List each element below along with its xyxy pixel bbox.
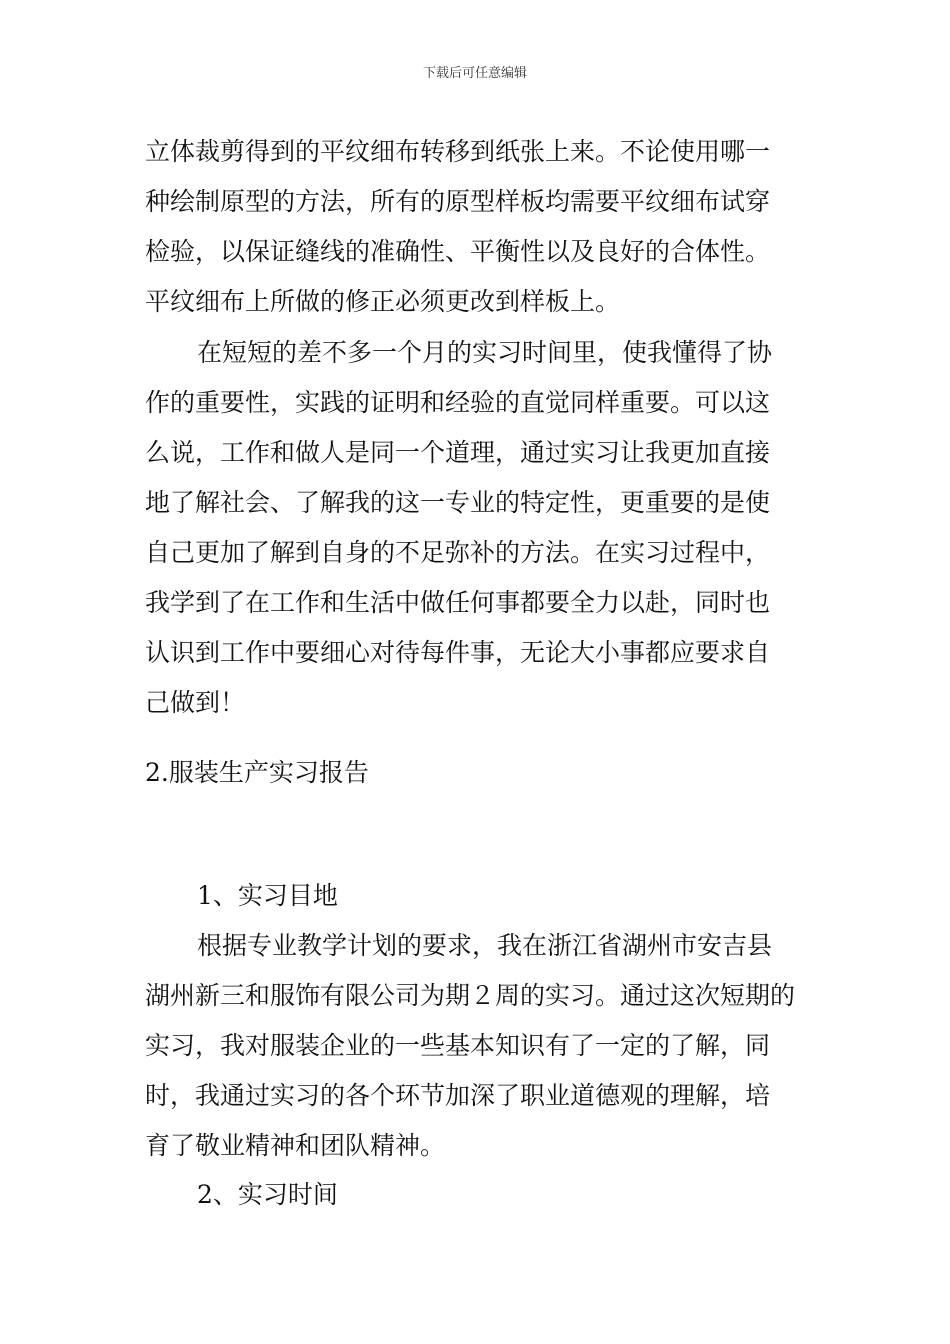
text-line: 平纹细布上所做的修正必须更改到样板上。 bbox=[145, 287, 621, 316]
text-line: 时，我通过实习的各个环节加深了职业道德观的理解，培 bbox=[145, 1081, 771, 1110]
text-line: 作的重要性，实践的证明和经验的直觉同样重要。可以这 bbox=[145, 388, 771, 417]
text-line: 认识到工作中要细心对待每件事，无论大小事都应要求自 bbox=[145, 638, 771, 667]
text-line: 检验，以保证缝线的准确性、平衡性以及良好的合体性。 bbox=[145, 237, 771, 266]
subsection-time bbox=[145, 1170, 810, 1220]
text-line: 么说，工作和做人是同一个道理，通过实习让我更加直接 bbox=[145, 438, 771, 467]
paragraph-internship-reflection bbox=[145, 328, 810, 728]
text-line: 种绘制原型的方法，所有的原型样板均需要平纹细布试穿 bbox=[145, 187, 771, 216]
text-line: 实习，我对服装企业的一些基本知识有了一定的了解，同 bbox=[145, 1031, 771, 1060]
text-line: 根据专业教学计划的要求，我在浙江省湖州市安吉县 bbox=[197, 931, 773, 960]
text-line: 己做到！ bbox=[145, 688, 246, 717]
paragraph-original-pattern bbox=[145, 127, 810, 327]
text-line: 立体裁剪得到的平纹细布转移到纸张上来。不论使用哪一 bbox=[145, 137, 771, 166]
text-line: 在短短的差不多一个月的实习时间里，使我懂得了协 bbox=[197, 338, 773, 367]
subsection-heading: 1、实习目地 bbox=[197, 881, 338, 910]
text-line: 湖州新三和服饰有限公司为期２周的实习。通过这次短期的 bbox=[145, 981, 796, 1010]
subsection-heading: 2、实习时间 bbox=[197, 1180, 338, 1209]
section-title bbox=[145, 748, 810, 798]
text-line: 育了敬业精神和团队精神。 bbox=[145, 1131, 446, 1160]
text-line: 自己更加了解到自身的不足弥补的方法。在实习过程中， bbox=[145, 538, 771, 567]
text-line: 我学到了在工作和生活中做任何事都要全力以赴，同时也 bbox=[145, 588, 771, 617]
text-line: 地了解社会、了解我的这一专业的特定性，更重要的是使 bbox=[145, 488, 771, 517]
section-title-text: 2.服装生产实习报告 bbox=[145, 758, 369, 787]
subsection-purpose bbox=[145, 871, 810, 1171]
page-header-note: 下载后可任意编辑 bbox=[422, 66, 527, 81]
